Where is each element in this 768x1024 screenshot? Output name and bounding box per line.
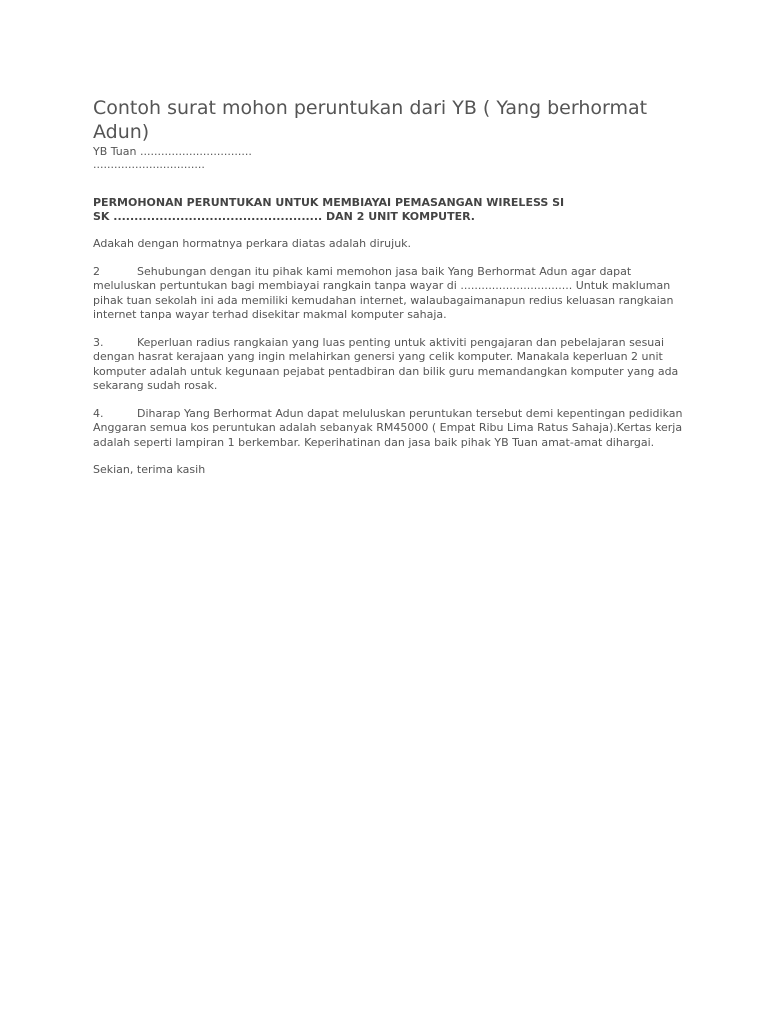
document-title: Contoh surat mohon peruntukan dari YB ( Yang berhormat Adun) bbox=[93, 97, 648, 143]
paragraph-text: Diharap Yang Berhormat Adun dapat meluluskan peruntukan tersebut demi kepentingan pedidikan Anggaran semua kos peruntukan adalah sebanyak RM45000 ( Empat Ribu Lima Ratus Sahaja).Kertas kerja adalah seperti lampiran 1 berkembar. Keperihatinan dan jasa baik pihak YB Tuan amat-amat dihargai. bbox=[93, 406, 683, 449]
subject-line: PERMOHONAN PERUNTUKAN UNTUK MEMBIAYAI PEMASANGAN WIRELESS SI bbox=[93, 196, 565, 209]
paragraph-intro: Adakah dengan hormatnya perkara diatas adalah dirujuk. bbox=[93, 237, 412, 250]
address-line: ................................ bbox=[93, 158, 205, 171]
paragraph-text: Sehubungan dengan itu pihak kami memohon jasa baik Yang Berhormat Adun agar dapat meluluskan pertuntukan bagi membiayai rangkain tanpa wayar di ................................ Untuk makluman pihak tuan sekolah ini ada memiliki kemudahan internet, walaubagaimanapun redius keluasan rangkaian internet tanpa wayar terhad disekitar makmal komputer sahaja. bbox=[93, 264, 674, 321]
paragraph-2 bbox=[93, 265, 683, 323]
subject-heading bbox=[93, 196, 683, 224]
paragraph-number: 4. bbox=[93, 406, 104, 420]
paragraph-4 bbox=[93, 407, 683, 451]
closing-text: Sekian, terima kasih bbox=[93, 463, 206, 476]
address-block bbox=[93, 145, 683, 171]
paragraph-text: Keperluan radius rangkaian yang luas penting untuk aktiviti pengajaran dan pebelajaran sesuai dengan hasrat kerajaan yang ingin melahirkan genersi yang celik komputer. Manakala keperluan 2 unit komputer adalah untuk kegunaan pejabat pentadbiran dan bilik guru memandangkan komputer yang ada sekarang sudah rosak. bbox=[93, 335, 679, 392]
paragraph-number: 2 bbox=[93, 264, 100, 278]
paragraph-3 bbox=[93, 336, 683, 394]
subject-line: SK .................................................. DAN 2 UNIT KOMPUTER. bbox=[93, 210, 475, 223]
address-line: YB Tuan ................................ bbox=[93, 145, 252, 158]
paragraph-number: 3. bbox=[93, 335, 104, 349]
document-page bbox=[93, 96, 683, 478]
